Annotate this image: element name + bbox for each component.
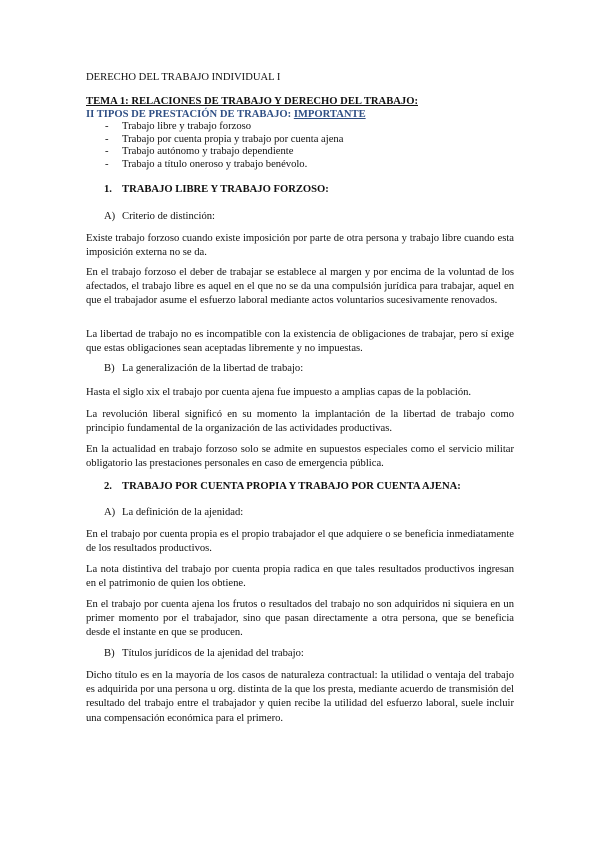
section2-paragraph: En el trabajo por cuenta ajena los frutos o resultados del trabajo no son adquiridos ni siquiera en un primer momento por el trabajador, sino que pasan directamente a otra persona, que se beneficia desde el instante en que se producen. [86, 599, 514, 639]
section1-paragraph: En el trabajo forzoso el deber de trabajar se establece al margen y por encima de la voluntad de los afectados, el trabajo libre es aquel en el que no se da una compulsión jurídica para trabajar, aquel en que el trabajador asume el esfuerzo laboral mediante actos voluntarios sucesivamente renovados. [86, 267, 514, 307]
list-item: - Trabajo por cuenta propia y trabajo por cuenta ajena [86, 134, 514, 147]
section1-paragraph: Hasta el siglo xix el trabajo por cuenta ajena fue impuesto a amplias capas de la población. [86, 387, 472, 398]
course-title: DERECHO DEL TRABAJO INDIVIDUAL I [86, 72, 281, 83]
section1-paragraph: La libertad de trabajo no es incompatible con la existencia de obligaciones de trabajar, pero sí exige que estas obligaciones sean aceptadas libremente y no impuestas. [86, 329, 514, 355]
section2-paragraph: Dicho título es en la mayoría de los casos de naturaleza contractual: la utilidad o ventaja del trabajo es adquirida por una persona u org. distinta de la que los presta, mediante acuerdo de transmisión del resultado del trabajo entre el trabajador y quien recibe la utilidad del esfuerzo laboral, suele incluir una compensación económica para el primero. [86, 670, 514, 724]
section2-number: 2. [104, 481, 112, 492]
list-item: - Trabajo autónomo y trabajo dependiente [86, 146, 514, 159]
section1-title: TRABAJO LIBRE Y TRABAJO FORZOSO: [122, 184, 329, 195]
topic-list [86, 121, 514, 171]
document-page: DERECHO DEL TRABAJO INDIVIDUAL I TEMA 1: RELACIONES DE TRABAJO Y DERECHO DEL TRABAJO: II TIPOS DE PRESTACIÓN DE TRABAJO: IMPORTANTE - Trabajo libre y trabajo forzoso - Trabajo por cuenta propia y trabajo por cuenta ajena - Trabajo autónomo y trabajo dependiente - Trabajo a título oneroso y trabajo benévolo. 1. TRABAJO LIBRE Y TRABAJO FORZOSO: A) Criterio de distinción: Existe trabajo forzoso cuando existe imposición por parte de otra persona y trabajo libre cuando esta imposición externa no se da. En el trabajo forzoso el deber de trabajar se establece al margen y por encima de la voluntad de los afectados, el trabajo libre es aquel en el que no se da una compulsión jurídica para trabajar, aquel en que el trabajador asume el esfuerzo laboral mediante actos voluntarios sucesivamente renovados. La libertad de trabajo no es incompatible con la existencia de obligaciones de trabajar, pero sí exige que estas obligaciones sean aceptadas libremente y no impuestas. B) La generalización de la libertad de trabajo: Hasta el siglo xix el trabajo por cuenta ajena fue impuesto a amplias capas de la población. La revolución liberal significó en su momento la implantación de la libertad de trabajo como principio fundamental de la organización de las actividades productivas. En la actualidad en trabajo forzoso solo se admite en supuestos especiales como el servicio militar obligatorio las prestaciones personales en caso de emergencia pública. 2. TRABAJO POR CUENTA PROPIA Y TRABAJO POR CUENTA AJENA: A) La definición de la ajenidad: En el trabajo por cuenta propia es el propio trabajador el que adquiere o se beneficia inmediatamente de los resultados productivos. La nota distintiva del trabajo por cuenta propia radica en que tales resultados productivos ingresan en el patrimonio de quien los obtiene. En el trabajo por cuenta ajena los frutos o resultados del trabajo no son adquiridos ni siquiera en un primer momento por el trabajador, sino que pasan directamente a otra persona, que se beneficia desde el instante en que se producen. B) Títulos jurídicos de la ajenidad del trabajo: Dicho título es en la mayoría de los casos de naturaleza contractual: la utilidad o ventaja del trabajo es adquirida por una persona u org. distinta de la que los presta, mediante acuerdo de transmisión del resultado del trabajo entre el trabajador y quien recibe la utilidad del esfuerzo laboral, suele incluir una compensación económica para el primero. [0, 0, 600, 848]
list-item: - Trabajo a título oneroso y trabajo benévolo. [86, 159, 514, 172]
list-item: - Trabajo libre y trabajo forzoso [86, 121, 514, 134]
topic-subtitle-prefix: II TIPOS DE PRESTACIÓN DE TRABAJO: [86, 109, 294, 120]
section2-paragraph: En el trabajo por cuenta propia es el propio trabajador el que adquiere o se beneficia inmediatamente de los resultados productivos. [86, 529, 514, 555]
section1-paragraph: Existe trabajo forzoso cuando existe imposición por parte de otra persona y trabajo libre cuando esta imposición externa no se da. [86, 233, 514, 259]
section1-number: 1. [104, 184, 112, 195]
topic-subtitle-highlight: IMPORTANTE [293, 109, 366, 120]
section2-title: TRABAJO POR CUENTA PROPIA Y TRABAJO POR CUENTA AJENA: [122, 481, 461, 492]
section1-paragraph: La revolución liberal significó en su momento la implantación de la libertad de trabajo como principio fundamental de la organización de las actividades productivas. [86, 409, 514, 435]
section1-paragraph: En la actualidad en trabajo forzoso solo se admite en supuestos especiales como el servicio militar obligatorio las prestaciones personales en caso de emergencia pública. [86, 444, 514, 470]
section2-paragraph: La nota distintiva del trabajo por cuenta propia radica en que tales resultados productivos ingresan en el patrimonio de quien los obtiene. [86, 564, 514, 590]
topic-title: TEMA 1: RELACIONES DE TRABAJO Y DERECHO DEL TRABAJO: [86, 96, 418, 107]
